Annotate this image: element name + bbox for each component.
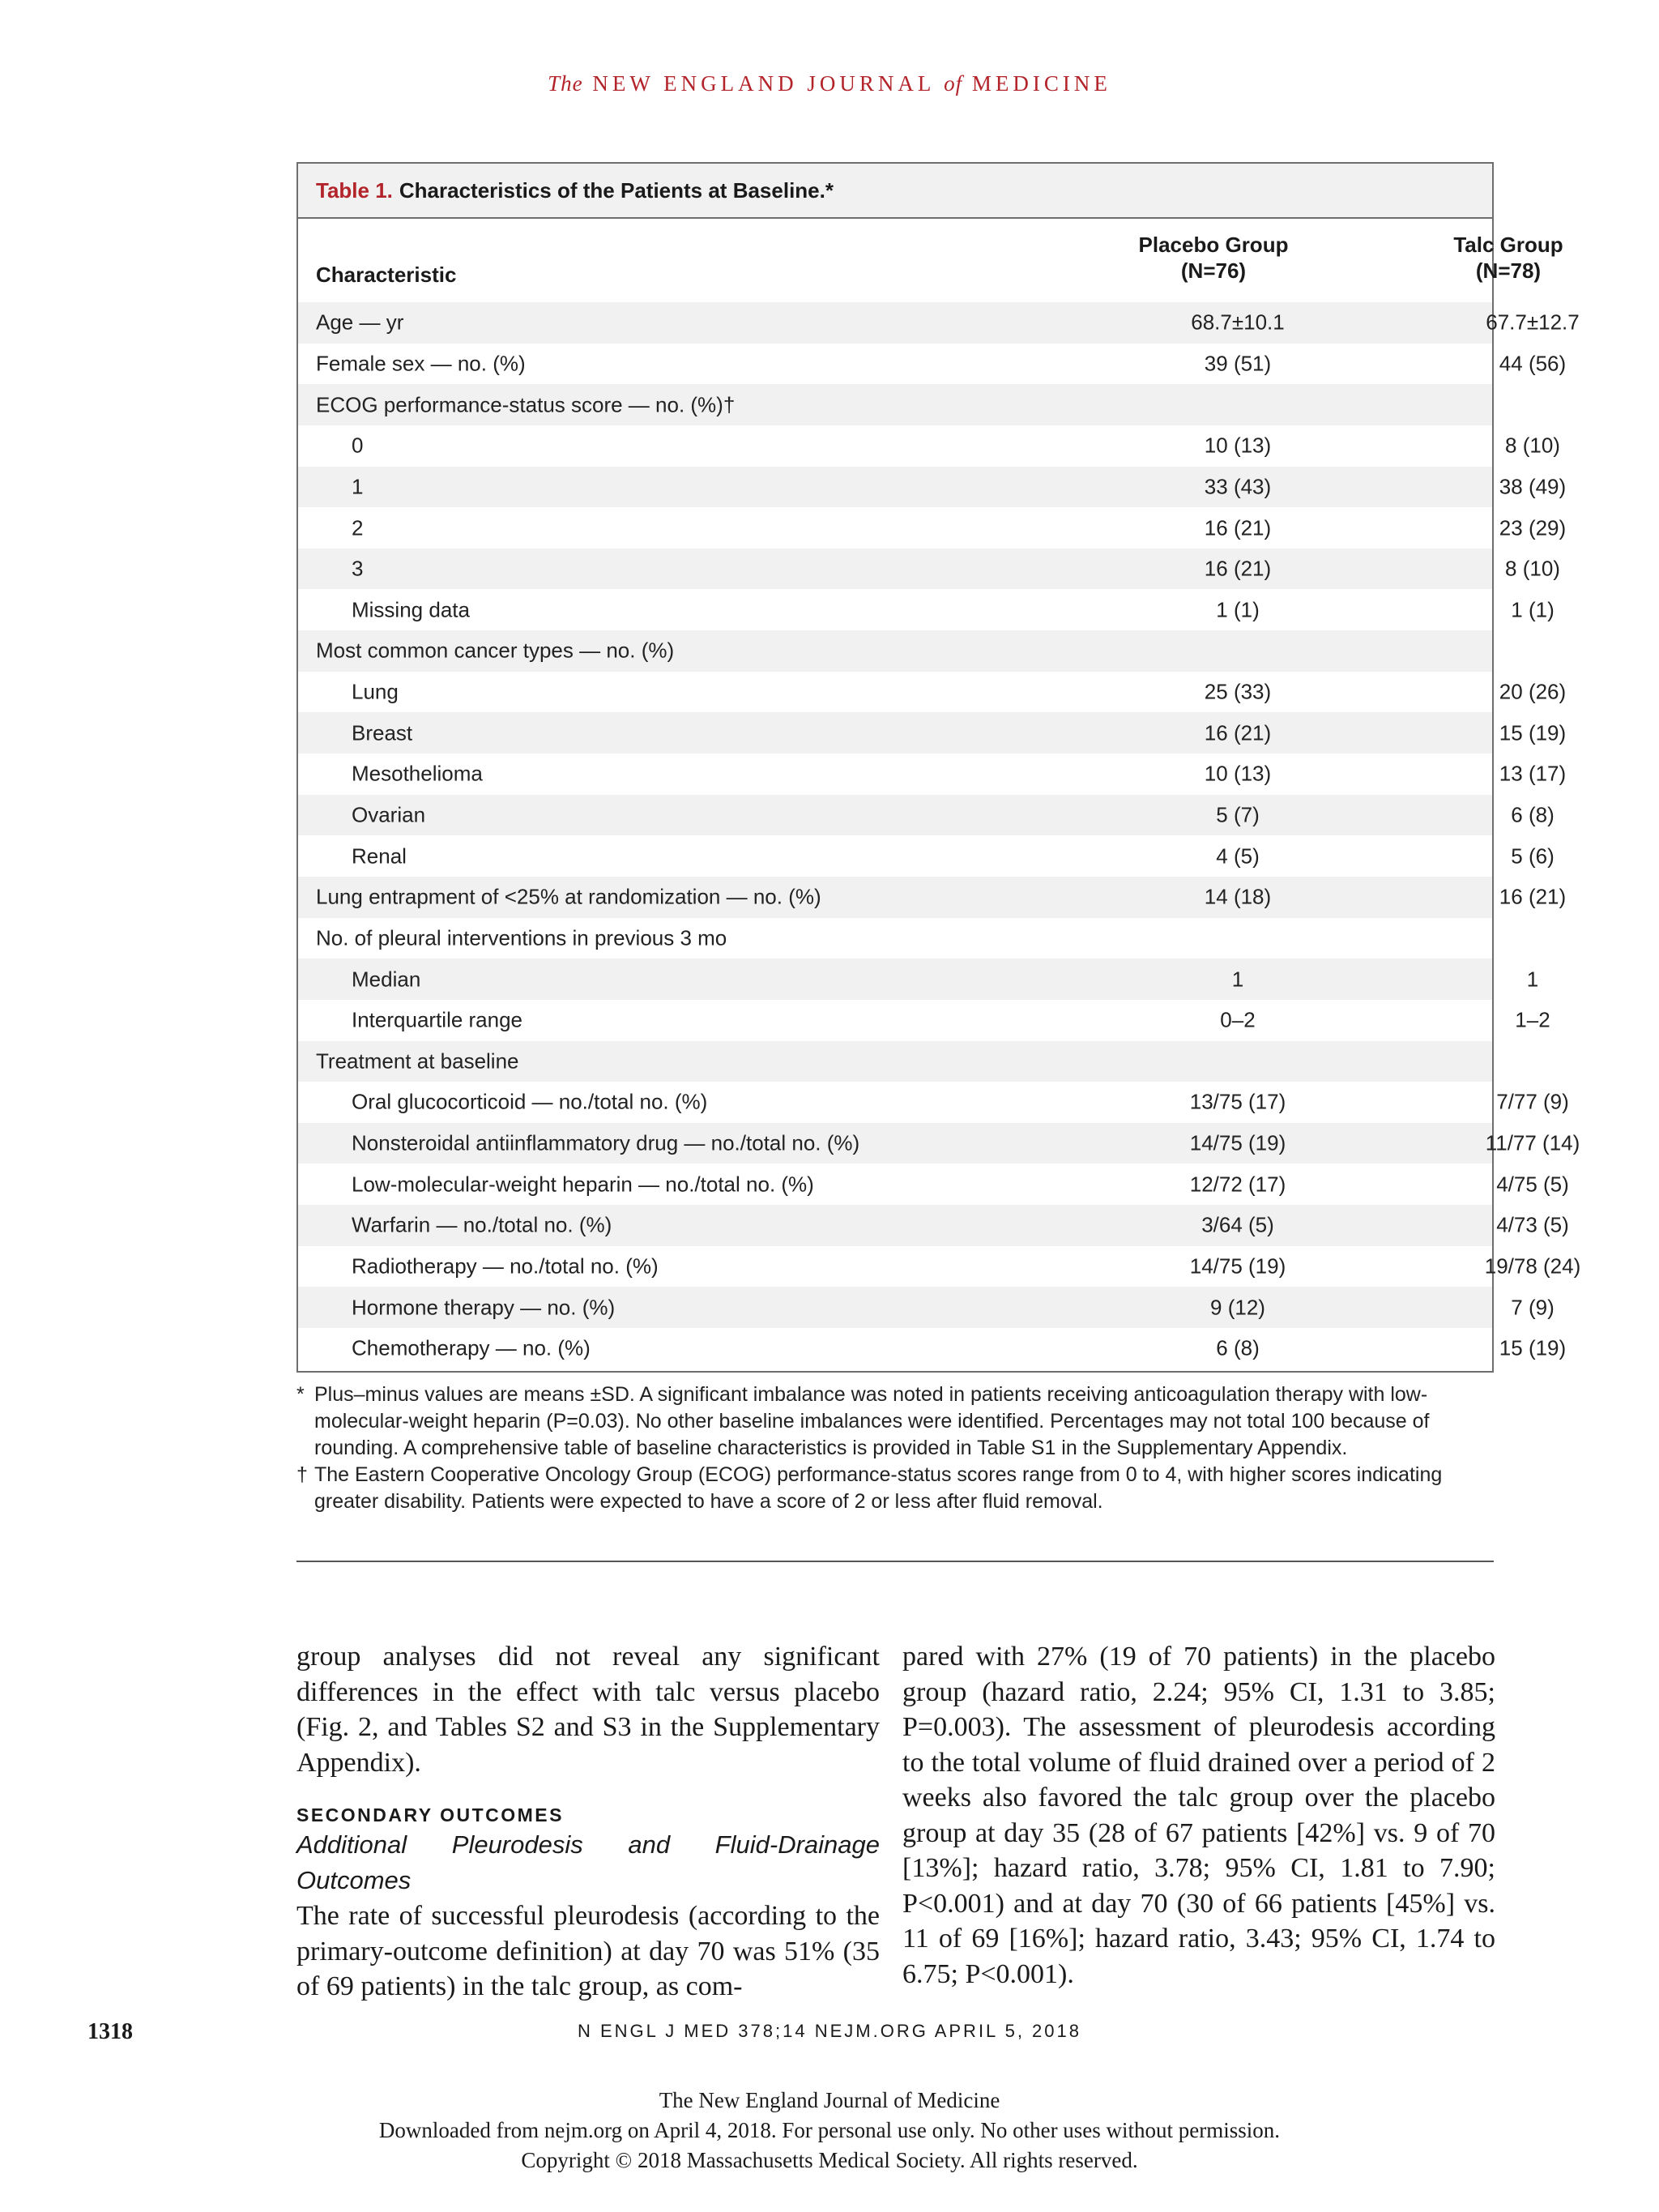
row-label: Warfarin — no./total no. (%) [352, 1212, 612, 1237]
placebo-value: 16 (21) [1204, 720, 1272, 745]
footnote-star-text: Plus–minus values are means ±SD. A significant imbalance was noted in patients receiving anticoagulation therapy with low-molecular-weight heparin (P=0.03). No other baseline imbalances were identified. Percentages may not total 100 because of rounding. A comprehensive table of baseline characteristics is provided in Table S1 in the Supplementary Appendix. [314, 1383, 1430, 1459]
body-paragraph: The rate of successful pleurodesis (according to the primary-outcome definition) at day 70 was 51% (35 of 69 patients) in the talc group, as com- [296, 1901, 880, 2001]
talc-value: 1 (1) [1511, 597, 1555, 622]
talc-value: 16 (21) [1499, 884, 1567, 909]
row-label: Hormone therapy — no. (%) [352, 1295, 616, 1320]
talc-value: 15 (19) [1499, 1335, 1567, 1360]
table-row [298, 630, 1492, 672]
footnote-dagger-text: The Eastern Cooperative Oncology Group (ECOG) performance-status scores range from 0 to 4, with higher scores indicating greater disability. Patients were expected to have a score of 2 or less after fluid removal. [314, 1463, 1443, 1513]
table-row [298, 1123, 1580, 1164]
row-label: 0 [352, 433, 364, 458]
placebo-value: 6 (8) [1216, 1335, 1260, 1360]
table-body [298, 302, 1581, 1369]
talc-value: 20 (26) [1499, 679, 1567, 704]
table-row [298, 1164, 1569, 1205]
body-paragraph: pared with 27% (19 of 70 patients) in the placebo group (hazard ratio, 2.24; 95% CI, 1.31 to 3.85; P=0.003). The assessment of pleurodesis according to the total volume of fluid drained over a period of 2 weeks also favored the talc group over the placebo group at day 35 (28 of 67 patients [42%] vs. 9 of 70 [13%]; hazard ratio, 3.78; 95% CI, 1.81 to 7.90; P<0.001) and at day 70 (30 of 66 patients [45%] vs. 11 of 69 [16%]; hazard ratio, 3.43; 95% CI, 1.74 to 6.75; P<0.001). [902, 1642, 1495, 1989]
journal-header-of: of [944, 71, 963, 96]
placebo-value: 14/75 (19) [1189, 1130, 1286, 1155]
table-row [298, 1082, 1569, 1123]
talc-value: 1–2 [1515, 1007, 1550, 1032]
row-label: Nonsteroidal antiinflammatory drug — no./total no. (%) [352, 1130, 860, 1155]
download-notice: Downloaded from nejm.org on April 4, 2018. For personal use only. No other uses without permission. [378, 2118, 1281, 2142]
placebo-value: 14/75 (19) [1189, 1253, 1286, 1279]
talc-value: 4/75 (5) [1496, 1172, 1569, 1197]
column-header-characteristic: Characteristic [316, 263, 457, 287]
body-paragraph: group analyses did not reveal any significant differences in the effect with talc versus placebo (Fig. 2, and Tables S2 and S3 in the Supplementary Appendix). [296, 1642, 880, 1778]
talc-value: 7 (9) [1511, 1295, 1555, 1320]
placebo-value: 39 (51) [1204, 351, 1272, 376]
talc-value: 7/77 (9) [1496, 1089, 1569, 1114]
section-divider [296, 1561, 1494, 1562]
table-row [298, 589, 1555, 630]
row-label: Mesothelioma [352, 761, 483, 786]
page-number: 1318 [87, 2019, 133, 2044]
table-row [298, 302, 1580, 344]
row-label: Renal [352, 843, 407, 869]
row-label: Lung [352, 679, 399, 704]
placebo-value: 25 (33) [1204, 679, 1272, 704]
placebo-value: 12/72 (17) [1189, 1172, 1286, 1197]
placebo-value: 68.7±10.1 [1191, 310, 1285, 335]
talc-value: 8 (10) [1505, 433, 1560, 458]
row-label: Lung entrapment of <25% at randomization — no. (%) [316, 884, 821, 909]
row-label: Oral glucocorticoid — no./total no. (%) [352, 1089, 708, 1114]
talc-value: 4/73 (5) [1496, 1212, 1569, 1237]
table-row [298, 1287, 1555, 1328]
talc-value: 67.7±12.7 [1486, 310, 1580, 335]
placebo-value: 5 (7) [1216, 802, 1260, 827]
row-label: Interquartile range [352, 1007, 523, 1032]
download-notice-title: The New England Journal of Medicine [659, 2088, 1000, 2112]
table-row [298, 1041, 1492, 1083]
subsection-heading: Additional Pleurodesis and Fluid-Drainage Outcomes [296, 1830, 880, 1894]
placebo-value: 1 (1) [1216, 597, 1260, 622]
table-row [298, 467, 1567, 508]
column-header-talc-name: Talc Group [1453, 233, 1563, 257]
row-label: 2 [352, 515, 364, 540]
table-row [298, 754, 1567, 795]
row-label: Low-molecular-weight heparin — no./total no. (%) [352, 1172, 814, 1197]
placebo-value: 1 [1231, 967, 1244, 992]
body-column-left [296, 1639, 880, 2005]
table-row [298, 1205, 1569, 1246]
placebo-value: 16 (21) [1204, 556, 1272, 581]
table-row [298, 425, 1560, 467]
table-row [298, 712, 1567, 754]
talc-value: 6 (8) [1511, 802, 1555, 827]
placebo-value: 33 (43) [1204, 474, 1272, 499]
footnote-dagger-symbol: † [296, 1463, 308, 1486]
table-row [298, 672, 1567, 713]
table-row [298, 1246, 1581, 1287]
row-label: Missing data [352, 597, 470, 622]
table-footnotes [296, 1381, 1494, 1515]
placebo-value: 16 (21) [1204, 515, 1272, 540]
table-title: Characteristics of the Patients at Baseline.* [399, 177, 834, 203]
talc-value: 13 (17) [1499, 761, 1567, 786]
baseline-table [296, 162, 1581, 1373]
row-label: Radiotherapy — no./total no. (%) [352, 1253, 659, 1279]
body-column-right [902, 1639, 1495, 1992]
placebo-value: 10 (13) [1204, 433, 1272, 458]
row-label: Ovarian [352, 802, 426, 827]
journal-header-end: MEDICINE [971, 71, 1111, 96]
row-label: Female sex — no. (%) [316, 351, 526, 376]
table-row [298, 959, 1539, 1000]
talc-value: 15 (19) [1499, 720, 1567, 745]
row-label: No. of pleural interventions in previous 3 mo [316, 925, 727, 950]
talc-value: 38 (49) [1499, 474, 1567, 499]
table-row [298, 549, 1560, 590]
journal-header-main: NEW ENGLAND JOURNAL [592, 71, 935, 96]
placebo-value: 3/64 (5) [1201, 1212, 1274, 1237]
column-header-talc [1363, 232, 1654, 284]
table-label: Table 1. [316, 177, 393, 203]
table-row [298, 877, 1567, 918]
placebo-value: 9 (12) [1210, 1295, 1265, 1320]
placebo-value: 4 (5) [1216, 843, 1260, 869]
journal-header [0, 71, 1659, 96]
talc-value: 1 [1526, 967, 1539, 992]
row-label: 3 [352, 556, 364, 581]
talc-value: 11/77 (14) [1485, 1130, 1580, 1155]
section-heading: SECONDARY OUTCOMES [296, 1804, 564, 1826]
column-header-placebo-name: Placebo Group [1138, 233, 1289, 257]
row-label: Breast [352, 720, 413, 745]
column-header-talc-n: (N=78) [1475, 258, 1542, 283]
row-label: Median [352, 967, 421, 992]
talc-value: 19/78 (24) [1484, 1253, 1581, 1279]
table-title-bar [298, 164, 1492, 219]
talc-value: 8 (10) [1505, 556, 1560, 581]
table-row [298, 918, 1492, 959]
journal-header-the: The [548, 71, 583, 96]
copyright-notice: Copyright © 2018 Massachusetts Medical Society. All rights reserved. [521, 2148, 1138, 2172]
talc-value: 5 (6) [1511, 843, 1555, 869]
row-label: Most common cancer types — no. (%) [316, 638, 675, 663]
table-row [298, 1000, 1550, 1041]
column-header-placebo-n: (N=76) [1180, 258, 1247, 283]
running-footer: N ENGL J MED 378;14 NEJM.ORG APRIL 5, 2018 [577, 2021, 1081, 2041]
row-label: Treatment at baseline [316, 1048, 519, 1074]
placebo-value: 0–2 [1220, 1007, 1256, 1032]
footnote-star [296, 1381, 1494, 1462]
placebo-value: 10 (13) [1204, 761, 1272, 786]
footnote-star-symbol: * [296, 1383, 305, 1406]
table-row [298, 507, 1567, 549]
row-label: Age — yr [316, 310, 404, 335]
table-row [298, 835, 1555, 877]
table-row [298, 795, 1555, 836]
talc-value: 23 (29) [1499, 515, 1567, 540]
placebo-value: 14 (18) [1204, 884, 1272, 909]
table-row [298, 384, 1492, 425]
talc-value: 44 (56) [1499, 351, 1567, 376]
row-label: 1 [352, 474, 364, 499]
row-label: Chemotherapy — no. (%) [352, 1335, 591, 1360]
row-label: ECOG performance-status score — no. (%)† [316, 392, 736, 417]
column-header-placebo [1068, 232, 1359, 284]
placebo-value: 13/75 (17) [1189, 1089, 1286, 1114]
table-row [298, 344, 1567, 385]
footnote-dagger [296, 1462, 1494, 1515]
table-column-headers [298, 219, 1563, 302]
table-row [298, 1328, 1567, 1369]
